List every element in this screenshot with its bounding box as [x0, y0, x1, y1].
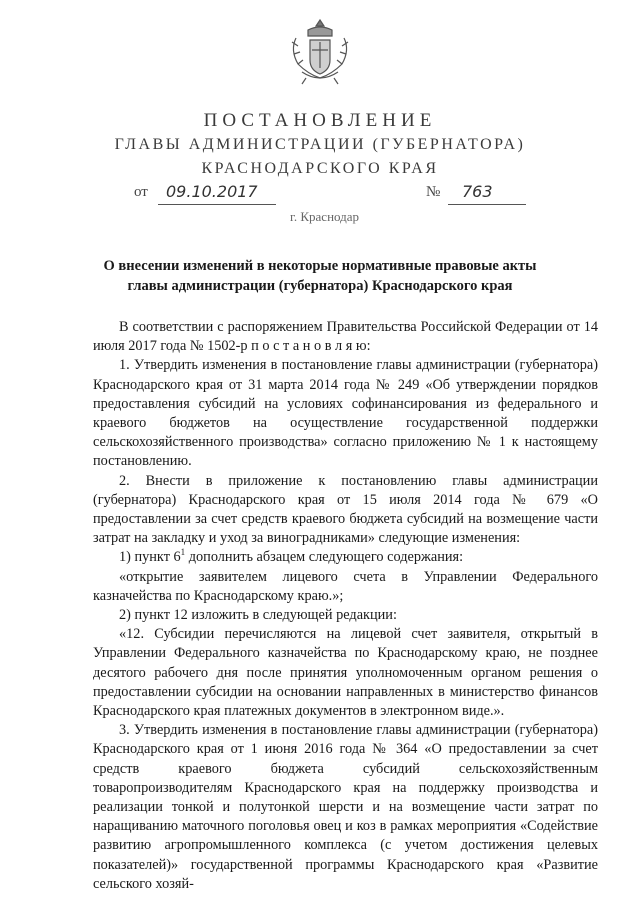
subitem-1-superscript: 1	[180, 547, 186, 558]
document-title-line1: О внесении изменений в некоторые нормативные правовые акты	[103, 258, 537, 274]
subitem-1-start: 1) пункт 6	[119, 549, 181, 566]
city-label: г. Краснодар	[290, 209, 360, 224]
paragraph-item-3: 3. Утвердить изменения в постановление главы администрации (губернатора) Краснодарского края от 1 июня 2016 года № 364 «О предоставлении за счет средств краевого бюджета субсидий сельскохозяйственным товаропроизводителям Краснодарского края на поддержку производства и реализации тонкой и полутонкой шерсти и на возмещение части затрат по наращиванию маточного поголовья овец и коз в рамках мероприятия «Содействие развитию агропромышленного комплекса (с учетом достижения целевых показателей)» государственной программы Краснодарского края «Развитие сельского хозяй-	[93, 722, 598, 892]
subitem-1-end: дополнить абзацем следующего содержания:	[185, 549, 464, 566]
paragraph-item-2: 2. Внести в приложение к постановлению главы администрации (губернатора) Краснодарского края от 15 июля 2014 года № 679 «О предоставлении за счет средств краевого бюджета субсидий на возмещение части затрат на закладку и уход за виноградниками» следующие изменения:	[93, 472, 598, 547]
paragraph-subitem-1	[93, 548, 598, 567]
paragraph-preamble: В соответствии с распоряжением Правительства Российской Федерации от 14 июля 2017 года № 1502-р п о с т а н о в л я ю:	[93, 319, 598, 355]
paragraph-item-1: 1. Утвердить изменения в постановление главы администрации (губернатора) Краснодарского края от 31 марта 2014 года № 249 «Об утверждении порядков предоставления субсидий на условиях софинансирования из федерального и краевого бюджетов на осуществление государственной поддержки сельскохозяйственного производства» согласно приложению № 1 к настоящему постановлению.	[93, 357, 598, 470]
date-underline	[158, 204, 276, 205]
paragraph-quote-2: «12. Субсидии перечисляются на лицевой счет заявителя, открытый в Управлении Федерального казначейства по Краснодарскому краю, не позднее десятого рабочего дня после принятия уполномоченным органом решения о предоставлении субсидии на основании направленных в министерство финансов Краснодарского края платежных документов в электронном виде.».	[93, 626, 598, 720]
authority-line: ГЛАВЫ АДМИНИСТРАЦИИ (ГУБЕРНАТОРА)	[114, 136, 526, 153]
number-value: 763	[462, 182, 493, 201]
coat-of-arms-icon	[288, 16, 352, 88]
document-title-line2: главы администрации (губернатора) Краснодарского края	[127, 278, 513, 294]
doc-type-heading: ПОСТАНОВЛЕНИЕ	[203, 110, 437, 131]
date-value: 09.10.2017	[166, 182, 258, 201]
number-prefix: №	[426, 184, 441, 200]
paragraph-quote-1: «открытие заявителем лицевого счета в Управлении Федерального казначейства по Краснодарскому краю.»;	[93, 568, 598, 604]
document-body	[93, 318, 598, 894]
region-line: КРАСНОДАРСКОГО КРАЯ	[201, 160, 439, 177]
date-prefix: от	[134, 184, 148, 200]
paragraph-subitem-2: 2) пункт 12 изложить в следующей редакции:	[119, 607, 397, 624]
number-underline	[448, 204, 526, 205]
